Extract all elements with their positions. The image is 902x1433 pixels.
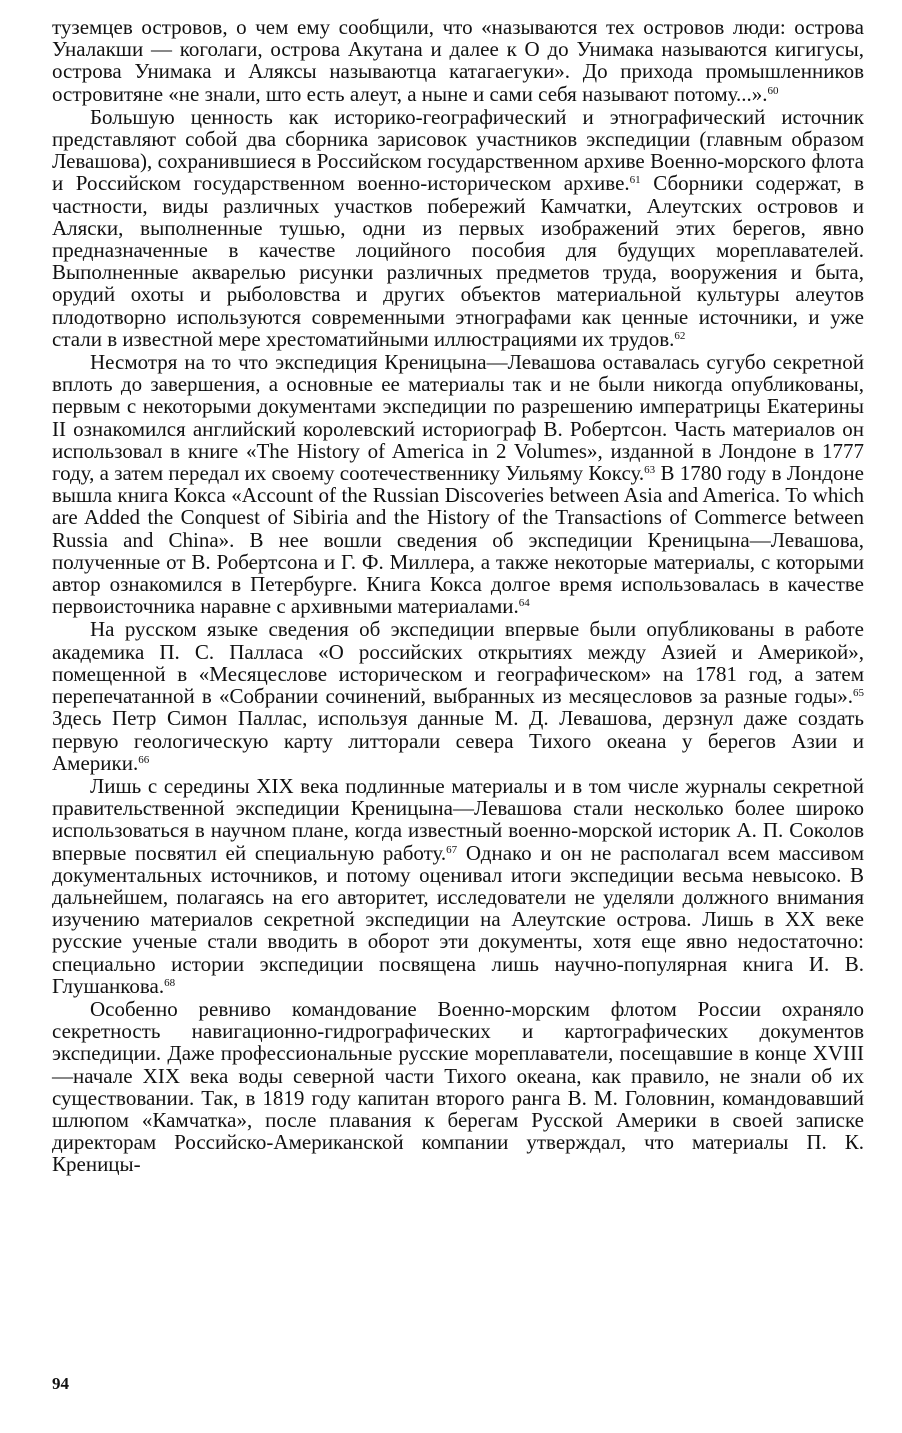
footnote-ref-61: 61 xyxy=(629,174,641,187)
footnote-ref-62: 62 xyxy=(674,329,686,342)
paragraph-3-text-a: Несмотря на то что экспедиция Креницына—Левашова оставалась сугубо секретной вплоть до завершения, а основные ее материалы так и не были никогда опубликованы, первым с некоторыми документами экспедиции по разрешению императрицы Екатерины II ознакомился английский королевский историограф В. Робертсон. Часть материалов он использовал в книге «The History of America in 2 Volumes», изданной в Лондоне в 1777 году, а затем передал их своему соотечественнику Уильяму Коксу. xyxy=(52,350,864,486)
paragraph-6 xyxy=(52,998,864,1176)
paragraph-2-text-a: Большую ценность как историко-географический и этнографический источник представляют собой два сборника зарисовок участников экспедиции (главным образом Левашова), сохранившиеся в Российском государственном архиве Военно-морского флота и Российском государственном военно-историческом архиве. xyxy=(52,104,864,196)
paragraph-4-text-b: Здесь Петр Симон Паллас, используя данные М. Д. Левашова, дерзнул даже создать первую геологическую карту литторали севера Тихого океана у берегов Азии и Америки. xyxy=(52,706,864,775)
page-body xyxy=(52,16,864,1177)
paragraph-3 xyxy=(52,351,864,617)
paragraph-6-text: Особенно ревниво командование Военно-морским флотом России охраняло секретность навигационно-гидрографических и картографических документов экспедиции. Даже профессиональные русские мореплаватели, посещавшие в конце XVIII—начале XIX века воды северной части Тихого океана, как правило, не знали об их существовании. Так, в 1819 году капитан второго ранга В. М. Головнин, командовавший шлюпом «Камчатка», после плавания к берегам Русской Америки в своей записке директорам Российско-Американской компании утверждал, что материалы П. К. Креницы- xyxy=(52,996,864,1177)
footnote-ref-65: 65 xyxy=(853,687,864,700)
page-number: 94 xyxy=(52,1374,69,1393)
footnote-ref-60: 60 xyxy=(767,84,779,97)
footnote-ref-68: 68 xyxy=(164,976,176,989)
paragraph-1-text: туземцев островов, о чем ему сообщили, что «называются тех островов люди: острова Уналакши — коголаги, острова Акутана и далее к О до Унимака называются кигигусы, острова Унимака и Аляксы называютца катагаегуки». До прихода промышленников островитяне «не знали, што есть алеут, а ныне и сами себя называют потому...». xyxy=(52,15,864,106)
paragraph-2 xyxy=(52,106,864,350)
footnote-ref-66: 66 xyxy=(138,753,150,766)
paragraph-5-text-b: Однако и он не располагал всем массивом документальных источников, и потому оценивал итоги экспедиции весьма невысоко. В дальнейшем, полагаясь на его авторитет, исследователи не уделяли должного внимания изучению материалов секретной экспедиции на Алеутские острова. Лишь в XX веке русские ученые стали вводить в оборот эти документы, хотя еще явно недостаточно: специально истории экспедиции посвящена лишь научно-популярная книга И. В. Глушанкова. xyxy=(52,840,865,998)
paragraph-4-text-a: На русском языке сведения об экспедиции впервые были опубликованы в работе академика П. С. Палласа «О российских открытиях между Азией и Америкой», помещенной в «Месяцеслове историческом и географическом» на 1781 год, а затем перепечатанной в «Собрании сочинений, выбранных из месяцесловов за разные годы». xyxy=(52,617,864,709)
footnote-ref-67: 67 xyxy=(446,843,458,856)
paragraph-5-text-a: Лишь с середины XIX века подлинные материалы и в том числе журналы секретной правительственной экспедиции Креницына—Левашова стали несколько более широко использоваться в научном плане, когда известный военно-морской историк А. П. Соколов впервые посвятил ей специальную работу. xyxy=(52,773,864,865)
paragraph-5 xyxy=(52,775,864,997)
paragraph-1 xyxy=(52,16,864,105)
paragraph-4 xyxy=(52,618,864,773)
paragraph-3-text-b: В 1780 году в Лондоне вышла книга Кокса «Account of the Russian Discoveries between Asia and America. To which are Added the Conquest of Sibiria and the History of the Transactions of Commerce between Russia and China». В нее вошли сведения об экспедиции Креницына—Левашова, полученные от В. Робертсона и Г. Ф. Миллера, а также некоторые материалы, с которыми автор ознакомился в Петербурге. Книга Кокса долгое время использовалась в качестве первоисточника наравне с архивными материалами. xyxy=(52,461,864,619)
footnote-ref-63: 63 xyxy=(644,464,656,477)
paragraph-2-text-b: Сборники содержат, в частности, виды различных участков побережий Камчатки, Алеутских островов и Аляски, выполненные тушью, одни из первых изображений этих берегов, явно предназначенные в качестве лоцийного пособия для будущих мореплавателей. Выполненные акварелью рисунки различных предметов труда, вооружения и быта, орудий охоты и рыболовства и других объектов материальной культуры алеутов плодотворно используются современными этнографами как ценные источники, и уже стали в известной мере хрестоматийными иллюстрациями их трудов. xyxy=(52,171,865,351)
footnote-ref-64: 64 xyxy=(518,597,530,610)
